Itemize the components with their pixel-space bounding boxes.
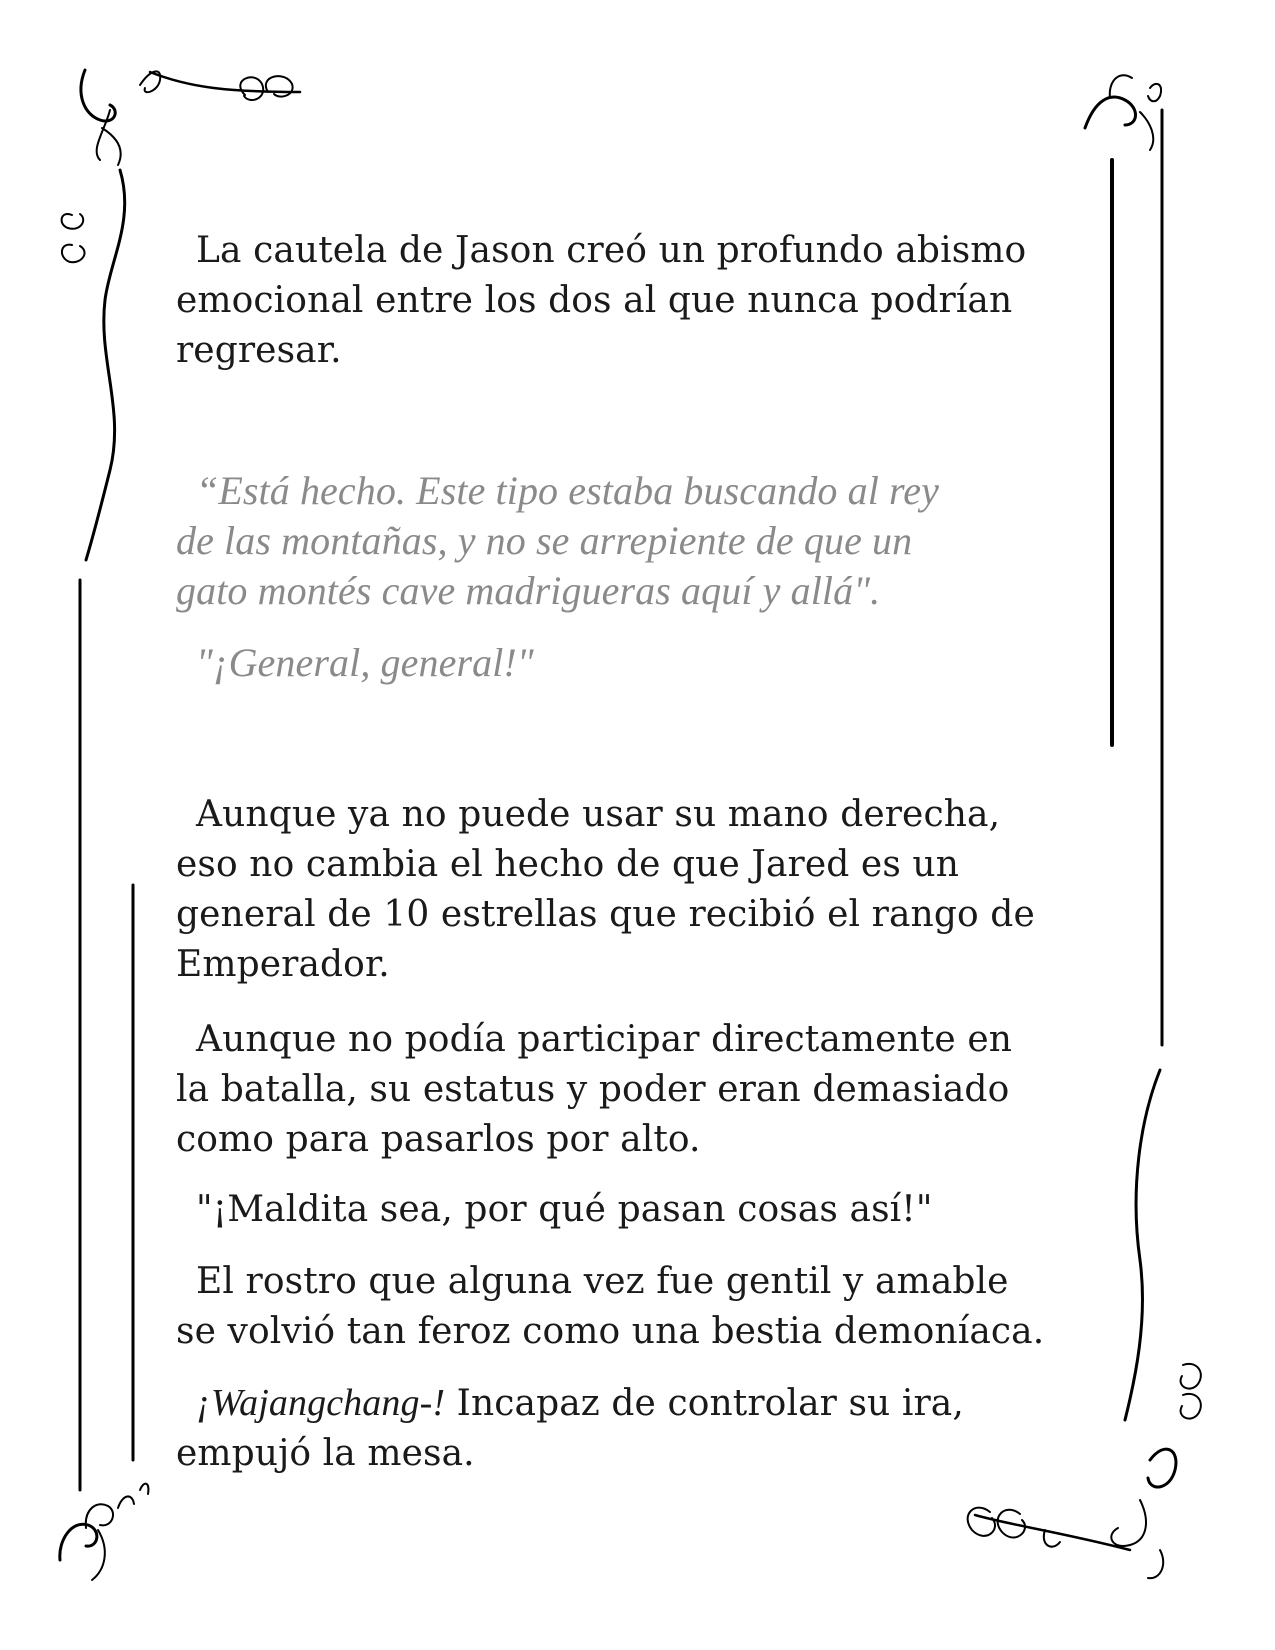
paragraph-line: regresar. <box>176 330 342 371</box>
paragraph-line: como para pasarlos por alto. <box>176 1119 701 1160</box>
quote-paragraph-1 <box>176 466 939 616</box>
paragraph-6 <box>176 1185 933 1235</box>
sound-effect: ¡Wajangchang-! <box>196 1382 446 1424</box>
paragraph-line: la batalla, su estatus y poder eran demasiado <box>176 1069 1010 1110</box>
paragraph-line: general de 10 estrellas que recibió el rango de <box>176 894 1035 935</box>
paragraph-line: "¡Maldita sea, por qué pasan cosas así!" <box>196 1189 933 1230</box>
paragraph-4 <box>176 790 1035 990</box>
paragraph-line-rest: Incapaz de controlar su ira, <box>445 1383 964 1424</box>
paragraph-line: “Está hecho. Este tipo estaba buscando al rey <box>196 468 939 513</box>
paragraph-line: La cautela de Jason creó un profundo abismo <box>196 230 1027 271</box>
paragraph-5 <box>176 1015 1012 1165</box>
paragraph-line: Emperador. <box>176 944 390 985</box>
paragraph-7 <box>176 1257 1044 1357</box>
flourish-bottom-left-icon <box>60 1484 149 1580</box>
paragraph-line: El rostro que alguna vez fue gentil y amable <box>196 1261 1009 1302</box>
paragraph-line: se volvió tan feroz como una bestia demoníaca. <box>176 1311 1045 1352</box>
quote-paragraph-2 <box>176 638 534 688</box>
paragraph-1 <box>176 226 1026 376</box>
paragraph-line <box>176 1378 964 1429</box>
paragraph-line: eso no cambia el hecho de que Jared es un <box>176 844 960 885</box>
paragraph-8 <box>176 1378 964 1479</box>
paragraph-line: Aunque no podía participar directamente en <box>196 1019 1013 1060</box>
paragraph-line: gato montés cave madrigueras aquí y allá". <box>176 568 881 613</box>
flourish-top-right-icon <box>1085 75 1162 1045</box>
paragraph-line: "¡General, general!" <box>196 640 534 685</box>
paragraph-line: Aunque ya no puede usar su mano derecha, <box>196 794 1001 835</box>
paragraph-line: empujó la mesa. <box>176 1433 475 1474</box>
paragraph-line: emocional entre los dos al que nunca podrían <box>176 280 1013 321</box>
paragraph-line: de las montañas, y no se arrepiente de que un <box>176 518 913 563</box>
